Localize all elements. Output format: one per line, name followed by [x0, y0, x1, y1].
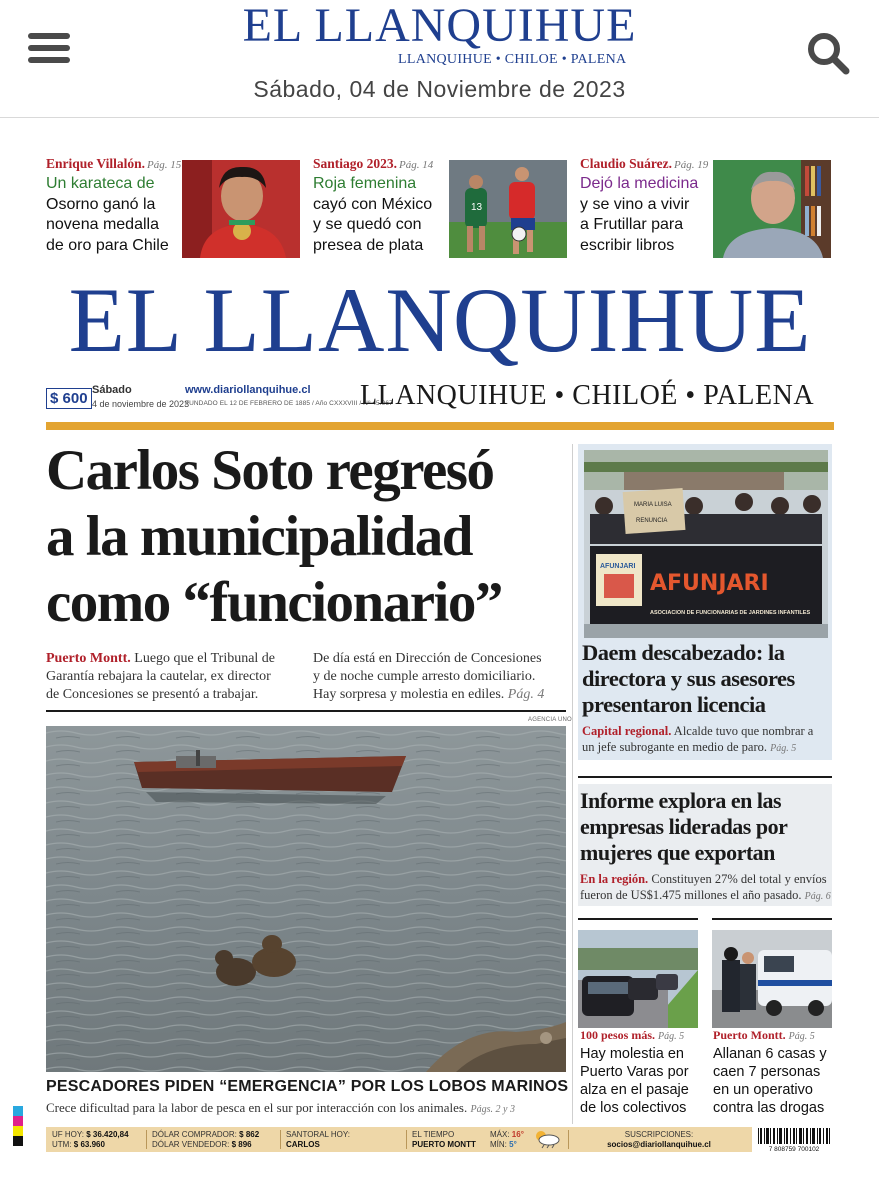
teaser-headline: Roja femenina cayó con México y se quedó con presea de plata [313, 175, 433, 254]
main-deck-left: Puerto Montt. Luego que el Tribunal de Garantía rebajara la cautelar, ex director de Concesiones se presentó a trabajar. [46, 651, 276, 702]
story-colectivos[interactable]: 100 pesos más. Pág. 5 Hay molestia en Puerto Varas por alza en el pasaje de los colectivos [580, 1028, 689, 1116]
weather-cloud-icon [532, 1129, 562, 1151]
writer-photo [713, 160, 831, 258]
section-divider [578, 918, 698, 920]
protest-banner-text: AFUNJARI [650, 571, 769, 596]
teaser-roja-femenina[interactable] [313, 156, 447, 262]
gold-divider [46, 422, 834, 430]
edition-date: Sábado, 04 de Noviembre de 2023 [253, 76, 626, 102]
teaser-headline: Dejó la medicina y se vino a vivir a Frutillar para escribir libros [580, 175, 699, 254]
daem-headline[interactable]: Daem descabezado: la directora y sus asesores presentaron licencia [582, 640, 795, 717]
colectivos-photo [578, 930, 698, 1028]
police-photo [712, 930, 832, 1028]
app-header [0, 0, 879, 118]
karateca-photo [182, 160, 300, 258]
masthead-day: Sábado [92, 384, 132, 396]
masthead-title: EL LLANQUIHUE [68, 269, 812, 371]
teaser-kicker: Enrique Villalón. Pág. 15 [46, 156, 182, 171]
masthead-regions: LLANQUIHUE • CHILOÉ • PALENA [360, 380, 815, 411]
masthead-website[interactable]: www.diariollanquihue.cl [185, 384, 311, 396]
protest-photo [584, 450, 828, 638]
story-operativo-drogas[interactable]: Puerto Montt. Pág. 5 Allanan 6 casas y caen 7 personas en un operativo contra las drogas [713, 1028, 827, 1116]
print-registration-marks [13, 1106, 23, 1146]
main-headline[interactable]: Carlos Soto regresó a la municipalidad como “funcionario” [46, 439, 502, 634]
svg-text:RENUNCIA: RENUNCIA [636, 518, 668, 524]
masthead-founded: FUNDADO EL 12 DE FEBRERO DE 1885 / Año CXXXVIII / Nº 45.067 [185, 400, 393, 407]
teaser-kicker: Claudio Suárez. Pág. 19 [580, 156, 709, 171]
column-divider [572, 444, 573, 1124]
section-divider [712, 918, 832, 920]
section-divider [578, 776, 832, 778]
indicators-footer: UF HOY: $ 36.420,84 UTM: $ 63.960 DÓLAR COMPRADOR: $ 862 DÓLAR VENDEDOR: $ 896 SANTORAL HOY: CARLOS EL TIEMPO PUERTO MONTT MÁX: 16° MÍN: 5° SUSCRIPCIONES: socios@diariollanquihue.cl [46, 1127, 752, 1152]
story-divider [46, 710, 566, 712]
photo-credit: AGENCIA UNO [528, 717, 572, 723]
daem-summary: Capital regional. Alcalde tuvo que nombrar a un jefe subrogante en medio de paro. Pág. 5 [582, 724, 814, 754]
teaser-kicker: Santiago 2023. Pág. 14 [313, 156, 434, 171]
app-logo[interactable]: EL LLANQUIHUE [242, 0, 637, 52]
price-tag: $ 600 [46, 388, 92, 409]
protest-sign: MARIA LUISA [634, 502, 672, 508]
football-photo [449, 160, 567, 258]
main-deck-right: De día está en Dirección de Concesiones y de noche cumple arresto domiciliario. Hay sorpresa y molestia en ediles. Pág. 4 [313, 651, 545, 702]
informe-summary: En la región. Constituyen 27% del total y envíos fueron de US$1.475 millones el año pasado. Pág. 6 [580, 872, 831, 902]
app-regions: LLANQUIHUE • CHILOE • PALENA [398, 52, 627, 67]
svg-text:13: 13 [471, 202, 483, 213]
teaser-claudio-suarez[interactable] [580, 156, 712, 262]
svg-text:AFUNJARI: AFUNJARI [600, 563, 636, 570]
svg-text:7 808759 700102: 7 808759 700102 [768, 1146, 820, 1152]
masthead-date: 4 de noviembre de 2023 [92, 399, 190, 409]
teaser-karateca[interactable] [46, 156, 180, 262]
sea-lions-photo[interactable] [46, 726, 566, 1072]
svg-text:ASOCIACION DE FUNCIONARIAS DE: ASOCIACION DE FUNCIONARIAS DE JARDINES INFANTILES [650, 610, 811, 616]
teaser-headline: Un karateca de Osorno ganó la novena medalla de oro para Chile [46, 175, 169, 254]
informe-headline[interactable]: Informe explora en las empresas lideradas por mujeres que exportan [580, 788, 788, 865]
front-page[interactable] [0, 118, 879, 1200]
barcode [756, 1128, 832, 1152]
photo-caption-text: Crece dificultad para la labor de pesca en el sur por interacción con los animales. Págs. 2 y 3 [46, 1100, 515, 1115]
photo-caption-title[interactable]: PESCADORES PIDEN “EMERGENCIA” POR LOS LOBOS MARINOS [46, 1078, 569, 1095]
search-icon[interactable] [805, 30, 851, 76]
